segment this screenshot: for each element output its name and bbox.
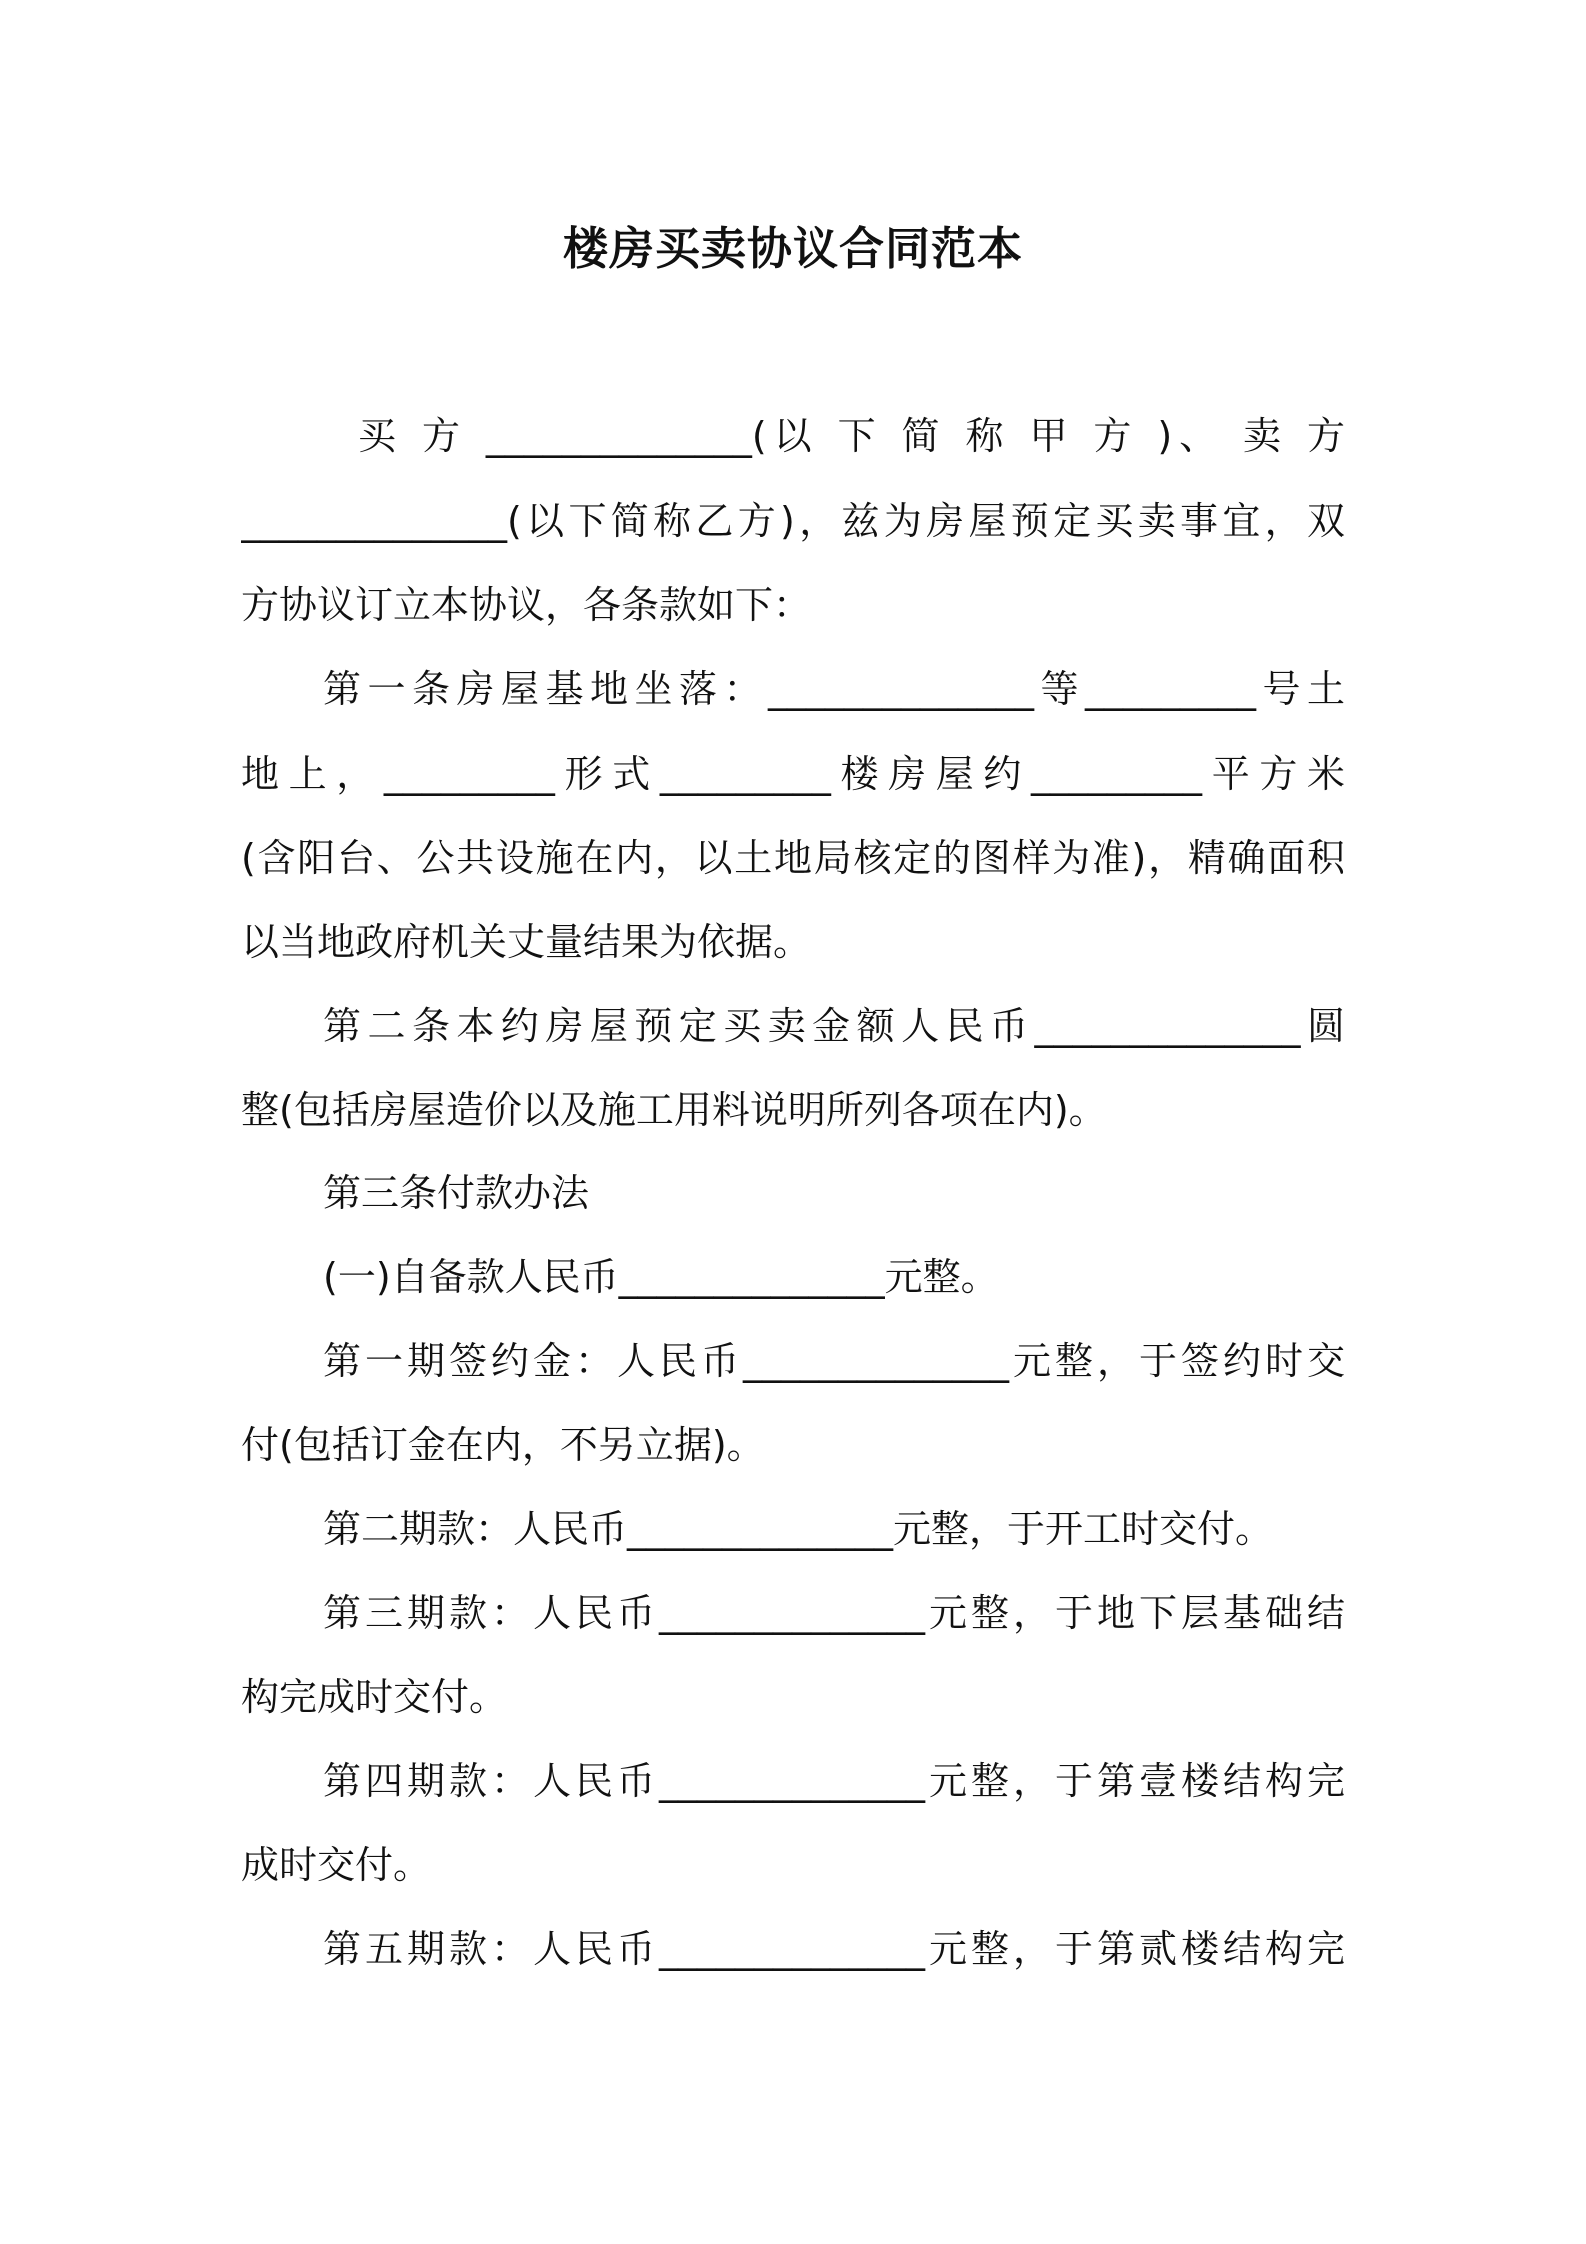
paragraph-line-7: 以当地政府机关丈量结果为依据。 xyxy=(241,920,812,964)
paragraph-line-2: ______________(以下简称乙方)，兹为房屋预定买卖事宜，双 xyxy=(241,499,1345,543)
paragraph-line-1: 买 方 ______________(以 下 简 称 甲 方 )、 卖 方 xyxy=(358,414,1345,458)
paragraph-line-11: (一)自备款人民币______________元整。 xyxy=(323,1255,999,1299)
paragraph-line-13: 付(包括订金在内，不另立据)。 xyxy=(241,1423,765,1467)
paragraph-line-4: 第一条房屋基地坐落：______________等_________号土 xyxy=(323,667,1345,711)
paragraph-line-3: 方协议订立本协议，各条款如下： xyxy=(241,583,812,627)
paragraph-line-18: 成时交付。 xyxy=(241,1843,432,1887)
paragraph-line-16: 构完成时交付。 xyxy=(241,1675,508,1719)
paragraph-line-5: 地上，_________形式_________楼房屋约_________平方米 xyxy=(241,752,1345,796)
paragraph-line-15: 第三期款：人民币______________元整，于地下层基础结 xyxy=(323,1591,1345,1635)
paragraph-line-12: 第一期签约金：人民币______________元整，于签约时交 xyxy=(323,1339,1345,1383)
paragraph-line-6: (含阳台、公共设施在内，以土地局核定的图样为准)，精确面积 xyxy=(241,836,1345,880)
paragraph-line-8: 第二条本约房屋预定买卖金额人民币______________圆 xyxy=(323,1004,1345,1048)
document-title: 楼房买卖协议合同范本 xyxy=(562,222,1023,275)
paragraph-line-10: 第三条付款办法 xyxy=(323,1171,590,1215)
paragraph-line-9: 整(包括房屋造价以及施工用料说明所列各项在内)。 xyxy=(241,1088,1107,1132)
paragraph-line-17: 第四期款：人民币______________元整，于第壹楼结构完 xyxy=(323,1759,1345,1803)
paragraph-line-14: 第二期款：人民币______________元整，于开工时交付。 xyxy=(323,1507,1274,1551)
paragraph-line-19: 第五期款：人民币______________元整，于第贰楼结构完 xyxy=(323,1927,1345,1971)
